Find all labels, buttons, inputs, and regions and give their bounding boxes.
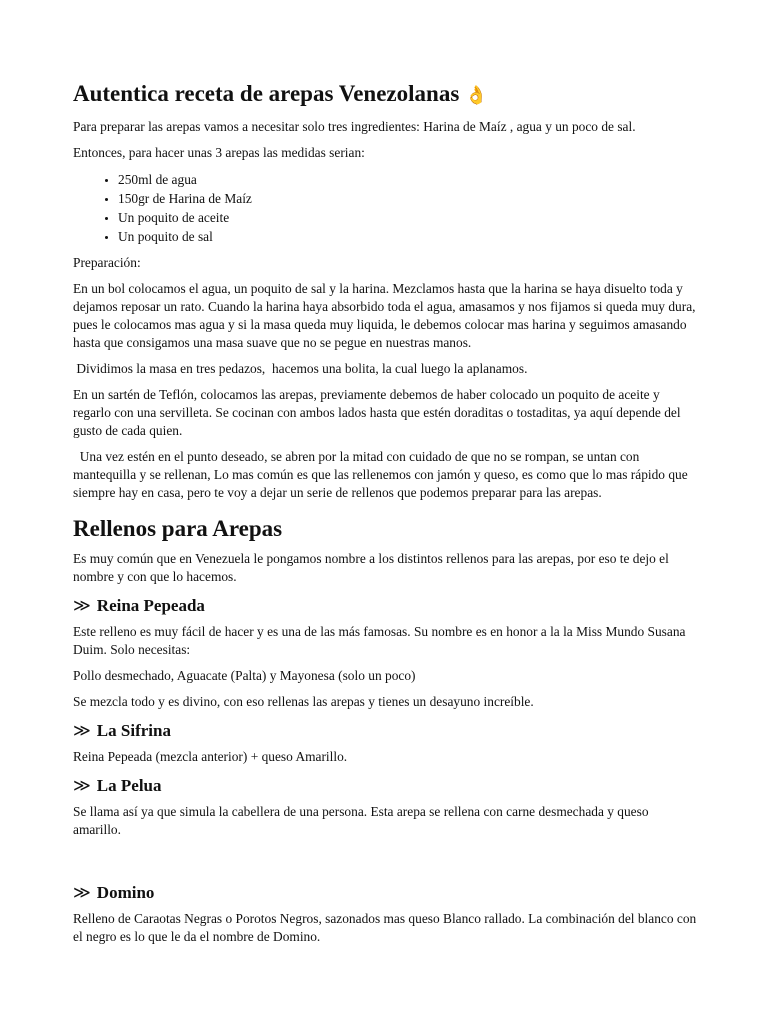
filling-description: Se mezcla todo y es divino, con eso rellenas las arepas y tienes un desayuno increíble.: [73, 694, 534, 709]
page-title: [73, 79, 698, 110]
list-item: • 250ml de agua: [118, 170, 698, 189]
filling-description: Reina Pepeada (mezcla anterior) + queso Amarillo.: [73, 749, 348, 764]
preparation-label: Preparación:: [73, 255, 141, 270]
preparation-paragraph-4: Una vez estén en el punto deseado, se abren por la mitad con cuidado de que no se rompan, se untan con mantequilla y se rellenan, Lo mas común es que las rellenemos con jamón y queso, es como que lo mas rápido que siempre hay en casa, pero te voy a dejar un serie de rellenos que podemos preparar para las arepas.: [73, 449, 692, 500]
double-chevron-right-icon: ≫: [73, 776, 91, 795]
filling-name: La Sifrina: [96, 721, 171, 740]
filling-heading-la-pelua: [73, 775, 698, 797]
filling-heading-la-sifrina: [73, 720, 698, 742]
blank-spacer: [73, 847, 698, 873]
fillings-intro: Es muy común que en Venezuela le pongamos nombre a los distintos rellenos para las arepas, por eso te dejo el nombre y con que lo hacemos.: [73, 551, 669, 584]
preparation-paragraph-2: Dividimos la masa en tres pedazos, hacemos una bolita, la cual luego la aplanamos.: [73, 361, 528, 376]
filling-heading-reina-pepeada: [73, 595, 698, 617]
filling-description: Relleno de Caraotas Negras o Porotos Negros, sazonados mas queso Blanco rallado. La combinación del blanco con el negro es lo que le da el nombre de Domino.: [73, 911, 697, 944]
ok-hand-icon: 👌: [465, 85, 488, 105]
preparation-paragraph-1: En un bol colocamos el agua, un poquito de sal y la harina. Mezclamos hasta que la harina se haya disuelto toda y dejamos reposar un rato. Cuando la harina haya absorbido toda el agua, amasamos y nos fijamos si queda muy dura, pues le colocamos mas agua y si la masa queda muy liquida, le debemos colocar mas harina y seguimos amasando hasta que consigamos una masa suave que no se pegue en nuestras manos.: [73, 281, 696, 350]
fillings-heading: Rellenos para Arepas: [73, 516, 283, 541]
filling-description: Se llama así ya que simula la cabellera de una persona. Esta arepa se rellena con carne desmechada y queso amarillo.: [73, 804, 649, 837]
filling-heading-domino: [73, 882, 698, 904]
intro-paragraph: Para preparar las arepas vamos a necesitar solo tres ingredientes: Harina de Maíz , agua y un poco de sal.: [73, 119, 636, 134]
filling-ingredients: Pollo desmechado, Aguacate (Palta) y Mayonesa (solo un poco): [73, 668, 416, 683]
measures-intro: Entonces, para hacer unas 3 arepas las medidas serian:: [73, 145, 365, 160]
document-content: [73, 79, 698, 954]
ingredients-list: [73, 170, 698, 246]
filling-name: Domino: [96, 883, 155, 902]
page-title-text: Autentica receta de arepas Venezolanas: [73, 81, 460, 106]
filling-name: La Pelua: [96, 776, 162, 795]
double-chevron-right-icon: ≫: [73, 883, 91, 902]
filling-description: Este relleno es muy fácil de hacer y es una de las más famosas. Su nombre es en honor a la la Miss Mundo Susana Duim. Solo necesitas:: [73, 624, 686, 657]
list-item: • Un poquito de sal: [118, 227, 698, 246]
double-chevron-right-icon: ≫: [73, 596, 91, 615]
double-chevron-right-icon: ≫: [73, 721, 91, 740]
list-item: • 150gr de Harina de Maíz: [118, 189, 698, 208]
filling-name: Reina Pepeada: [96, 596, 205, 615]
list-item: • Un poquito de aceite: [118, 208, 698, 227]
preparation-paragraph-3: En un sartén de Teflón, colocamos las arepas, previamente debemos de haber colocado un poquito de aceite y regarlo con una servilleta. Se cocinan con ambos lados hasta que estén doraditas o tostaditas, ya aquí depende del gusto de cada quien.: [73, 387, 681, 438]
